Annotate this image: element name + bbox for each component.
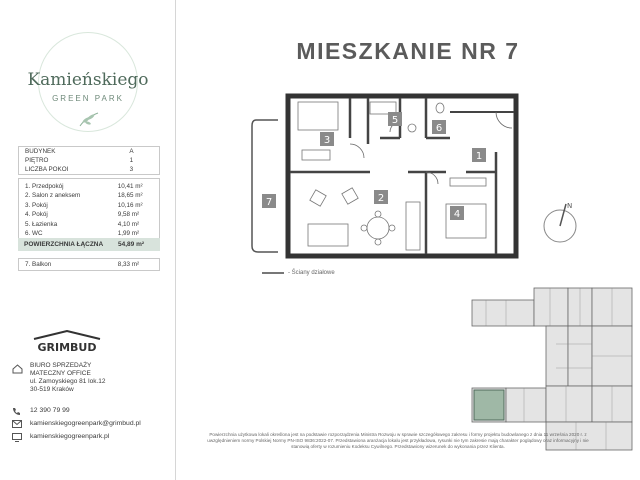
svg-text:4: 4 bbox=[453, 209, 461, 220]
building-key-plan bbox=[466, 284, 638, 456]
website[interactable]: kamienskiegogreenpark.pl bbox=[30, 433, 110, 440]
web-contact[interactable] bbox=[12, 432, 172, 442]
mail-icon bbox=[12, 420, 22, 428]
door-arc bbox=[426, 172, 438, 184]
office-line: 30-519 Kraków bbox=[30, 386, 74, 393]
room-label-4 bbox=[450, 206, 464, 220]
armchair bbox=[310, 190, 326, 206]
page-title: MIESZKANIE NR 7 bbox=[296, 38, 520, 64]
balcony-area: 7. Balkon 8,33 m² bbox=[18, 258, 160, 271]
office-line: BIURO SPRZEDAŻY bbox=[30, 362, 92, 369]
door-arc bbox=[350, 144, 364, 158]
balcony-outline bbox=[252, 120, 278, 252]
phone-contact[interactable] bbox=[12, 406, 172, 416]
svg-text:3: 3 bbox=[323, 135, 331, 146]
email-address[interactable]: kamienskiegogreenpark@grimbud.pl bbox=[30, 420, 141, 427]
phone-icon bbox=[12, 407, 21, 416]
room-row: 1. Przedpokój 10,41 m² bbox=[25, 183, 143, 190]
dining-table bbox=[367, 217, 389, 239]
door-arc bbox=[496, 112, 512, 128]
legend bbox=[262, 270, 335, 276]
desk bbox=[302, 150, 330, 160]
leaf-icon bbox=[78, 110, 100, 128]
svg-text:2: 2 bbox=[377, 193, 385, 204]
footnote: Powierzchnia użytkowa lokali określona jest na podstawie rozporządzenia Ministra Rozwoju w sprawie szczegółowego zakresu i formy projektu budowlanego z dnia 11 września 2020 r. z uwzględnieniem normy Polskiej Normy PN-ISO 9836:2022-07. Przedstawiona aranżacja lokalu jest przykładowa, rysunki nie tym zakresie mają charakter poglądowy oraz informacyjny i nie stanowią oferty w rozumieniu Kodeksu Cywilnego. Przedstawiony wizerunek do wykonania przez Klienta. bbox=[207, 432, 589, 449]
room-row: 6. WC 1,99 m² bbox=[25, 229, 140, 237]
room-label-6 bbox=[432, 120, 446, 134]
total-area: POWIERZCHNIA ŁĄCZNA 54,89 m² bbox=[18, 238, 160, 251]
compass-icon bbox=[540, 200, 580, 246]
toilet bbox=[436, 103, 444, 113]
brand-name: Kamieńskiego bbox=[27, 70, 149, 90]
legend-label: - Ściany działowe bbox=[288, 270, 335, 276]
room-row: 3. Pokój 10,16 m² bbox=[25, 201, 143, 209]
sidebar bbox=[0, 0, 176, 480]
office-line: MATECZNY OFFICE bbox=[30, 370, 91, 377]
brand-logo bbox=[20, 28, 156, 136]
info-row: PIĘTRO 1 bbox=[25, 157, 134, 164]
highlighted-apartment bbox=[474, 390, 504, 420]
grimbud-logo bbox=[30, 330, 104, 354]
company-name: GRIMBUD bbox=[37, 341, 97, 354]
room-row: 5. Łazienka 4,10 m² bbox=[25, 220, 140, 228]
info-row: BUDYNEK A bbox=[25, 148, 134, 155]
svg-text:5: 5 bbox=[391, 115, 399, 126]
building-info-table bbox=[18, 146, 160, 175]
sofa bbox=[308, 224, 348, 246]
brand-sub: GREEN PARK bbox=[52, 94, 124, 103]
office-line: ul. Zamoyskiego 81 lok.12 bbox=[30, 378, 106, 385]
home-icon bbox=[12, 364, 23, 374]
svg-text:6: 6 bbox=[435, 123, 443, 134]
room-row: 4. Pokój 9,58 m² bbox=[25, 211, 140, 219]
room-row: 2. Salon z aneksem 18,65 m² bbox=[25, 192, 143, 200]
kitchen-counter bbox=[406, 202, 420, 250]
email-contact[interactable] bbox=[12, 419, 172, 429]
bed bbox=[298, 102, 338, 130]
monitor-icon bbox=[12, 433, 22, 442]
floor-plan bbox=[250, 92, 522, 264]
sink bbox=[408, 124, 416, 132]
svg-text:7: 7 bbox=[265, 197, 273, 208]
room-label-7 bbox=[262, 194, 276, 208]
wardrobe bbox=[450, 178, 486, 186]
armchair bbox=[342, 188, 358, 204]
svg-text:1: 1 bbox=[475, 151, 483, 162]
room-label-5 bbox=[388, 112, 402, 126]
info-row: LICZBA POKOI 3 bbox=[25, 166, 134, 173]
rooms-table bbox=[18, 178, 160, 242]
room-label-3 bbox=[320, 132, 334, 146]
svg-text:N: N bbox=[567, 202, 573, 210]
phone-number[interactable]: 12 390 79 99 bbox=[30, 407, 70, 414]
room-label-1 bbox=[472, 148, 486, 162]
legend-swatch bbox=[262, 272, 284, 274]
room-label-2 bbox=[374, 190, 388, 204]
